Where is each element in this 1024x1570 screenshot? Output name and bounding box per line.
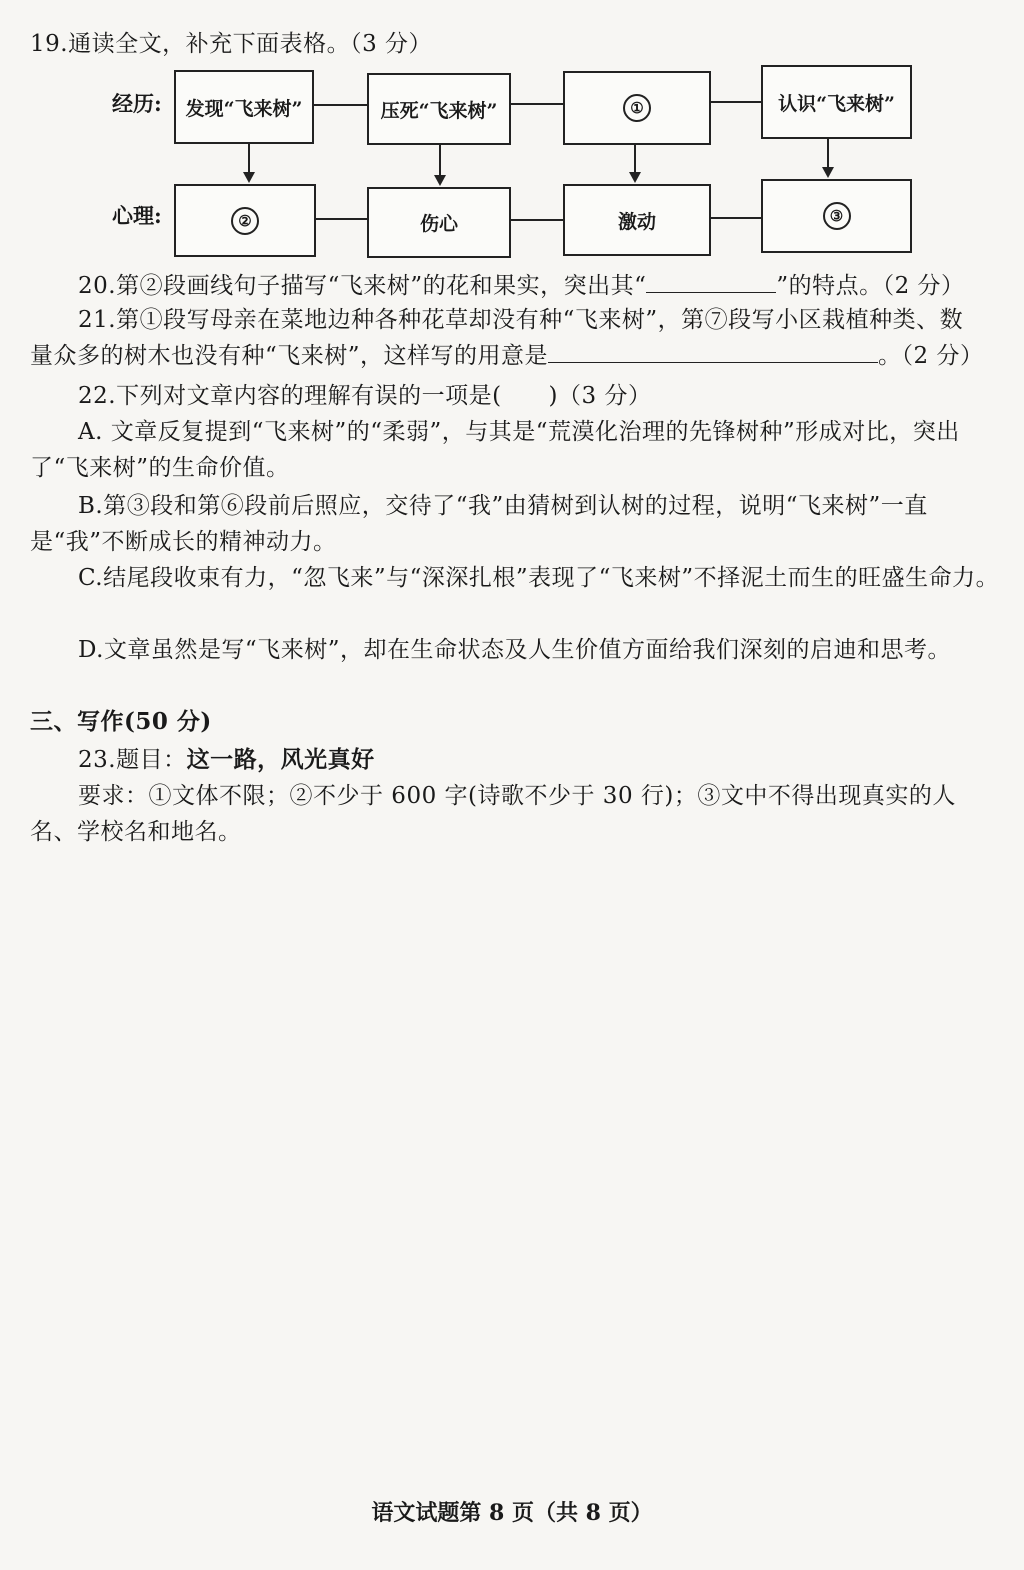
question-20 [30,268,1000,304]
arrow-line-4 [827,137,829,167]
section-3-heading: 三、写作(50 分) [30,708,212,735]
q20-text-before: 20.第②段画线句子描写“飞来树”的花和果实，突出其“ [78,273,647,299]
connector-bottom-1 [314,218,367,220]
arrow-line-2 [439,143,441,175]
q22-option-b: B.第③段和第⑥段前后照应，交待了“我”由猜树到认树的过程，说明“飞来树”一直是“我”不断成长的精神动力。 [30,493,928,555]
q21-text-before: 量众多的树木也没有种“飞来树”，这样写的用意是 [30,343,549,369]
question-23 [30,742,1000,778]
mood-box-4 [761,179,912,253]
arrow-head-2 [434,175,446,186]
experience-box-4: 认识“飞来树” [761,65,912,139]
q21-line-1: 21.第①段写母亲在菜地边种各种花草却没有种“飞来树”，第⑦段写小区栽植种类、数 [78,307,964,333]
connector-bottom-2 [509,219,563,221]
question-21 [30,302,1000,374]
q23-prefix: 23.题目： [78,747,187,773]
q23-title: 这一路，风光真好 [186,746,375,773]
q20-answer-blank[interactable] [646,268,776,293]
q22-option-a: A. 文章反复提到“飞来树”的“柔弱”，与其是“荒漠化治理的先锋树种”形成对比，突出了“飞来树”的生命价值。 [30,419,960,481]
page-footer: 语文试题第 8 页（共 8 页） [371,1500,653,1526]
row-label-mood: 心理: [112,203,162,228]
arrow-line-1 [248,142,250,172]
q22-option-d: D.文章虽然是写“飞来树”，却在生命状态及人生价值方面给我们深刻的启迪和思考。 [78,637,951,663]
row-label-experience: 经历: [112,91,162,116]
q21-line-2 [30,338,1000,374]
arrow-head-3 [629,172,641,183]
experience-box-2: 压死“飞来树” [367,73,511,145]
q20-text-after: ”的特点。（2 分） [776,273,965,299]
blank-marker-3: ③ [823,202,851,230]
mood-box-3: 激动 [563,184,711,256]
connector-top-1 [312,104,367,106]
connector-top-2 [509,103,563,105]
experience-box-3 [563,71,711,145]
arrow-head-1 [243,172,255,183]
blank-marker-1: ① [623,94,651,122]
mood-box-2: 伤心 [367,187,511,258]
arrow-head-4 [822,167,834,178]
q23-requirements: 要求：①文体不限；②不少于 600 字(诗歌不少于 30 行)；③文中不得出现真实的人名、学校名和地名。 [30,783,956,845]
question-19: 19.通读全文，补充下面表格。（3 分） [30,31,433,57]
connector-bottom-3 [709,217,761,219]
q22-option-c: C.结尾段收束有力，“忽飞来”与“深深扎根”表现了“飞来树”不择泥土而生的旺盛生命力。 [78,565,1000,591]
experience-box-1: 发现“飞来树” [174,70,314,144]
mood-box-1 [174,184,316,257]
q21-answer-blank[interactable] [548,338,878,363]
arrow-line-3 [634,143,636,172]
question-22-stem: 22.下列对文章内容的理解有误的一项是( )（3 分） [78,383,652,409]
flow-diagram [0,0,1024,270]
q21-text-after: 。（2 分） [878,343,984,369]
connector-top-3 [709,101,761,103]
blank-marker-2: ② [231,207,259,235]
